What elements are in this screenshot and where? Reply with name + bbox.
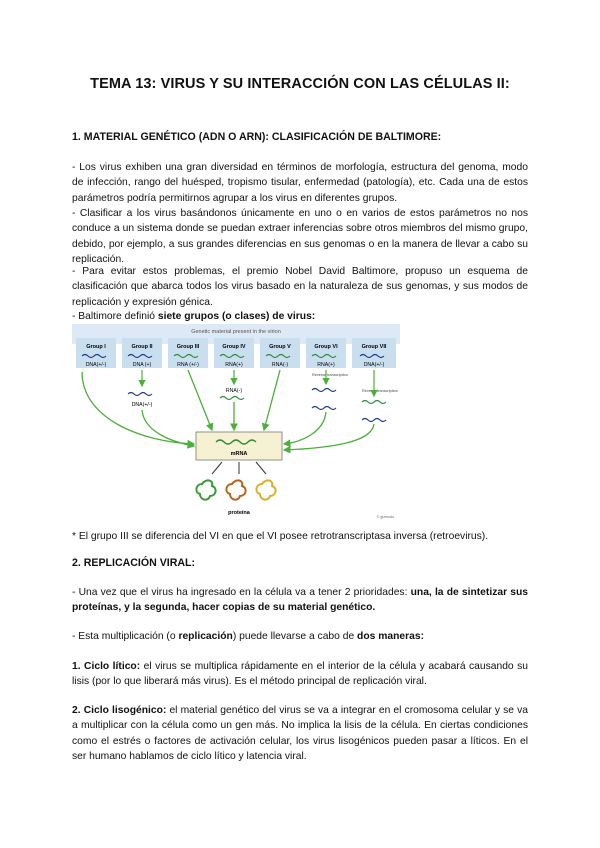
protein-yellow-icon [256,480,275,499]
group-3-genome: RNA (+/-) [177,362,199,368]
arrow-group6-to-mrna [284,412,326,444]
group-2-genome: DNA (+) [132,362,152,368]
page-title: TEMA 13: VIRUS Y SU INTERACCIÓN CON LAS CÉLULAS II: [90,76,510,92]
group-6-genome: RNA(+) [317,362,335,368]
group-5-name: Group V [269,344,291,350]
baltimore-diagram [72,324,400,524]
section-2-paragraph-2: - Esta multiplicación (o replicación) puede llevarse a cabo de dos maneras: [72,631,425,642]
mrna-label: mRNA [230,451,248,457]
priorities-emphasis: una, la de sintetizar sus proteínas, y la segunda, hacer copias de su material genético. [72,587,528,614]
arrow-group7-to-mrna [284,424,374,450]
intermediate-dna-label: DNA(+/-) [131,402,153,408]
section-1-paragraph-3: - Para evitar estos problemas, el premio Nobel David Baltimore, propuso un esquema de clasificación que abarca todos los virus basado en la naturaleza de sus genomas, y sus modos de replicación y expresión génica. [72,266,528,308]
group-6-ds-dna-icon [312,407,336,410]
intermediate-dna-icon [128,393,152,396]
intermediate-rna-label: RNA(-) [225,388,243,394]
section-2-heading: 2. REPLICACIÓN VIRAL: [72,557,196,569]
section-1-paragraph-1: - Los virus exhiben una gran diversidad en términos de morfología, estructura del genoma, modo de infección, rango del huésped, tropismo tisular, enfermedad (patología), etc. Cada una de estos parámetros podría permitirnos agrupar a los virus en diferentes grupos. [72,162,528,204]
protein-green-icon [196,480,215,499]
arrow-group3-to-mrna [188,370,212,430]
group-7-rt-label: Reverse transcription [362,389,398,393]
protein-brown-icon [226,480,245,499]
group-3-name: Group III [176,344,200,350]
baltimore-classification-figure [72,324,400,524]
group-6-name: Group VI [314,344,338,350]
group-7-dna-icon [362,419,386,422]
group-4-genome: RNA(+) [225,362,243,368]
figure-credit: © gizmodo [376,515,394,519]
seven-groups-emphasis: siete grupos (o clases) de virus: [157,311,316,322]
lysogenic-cycle-paragraph: 2. Ciclo lisogénico: el material genético del virus se va a integrar en el cromosoma celular y se va a multiplicar con la célula como un gen más. No implica la lisis de la célula. En ciertas condiciones como el estrés o factores de activación celular, los virus lisogénicos pueden pasar a líticos. En el ser humano hablamos de ciclo lítico y latencia viral. [72,705,528,763]
group-2-name: Group II [131,344,153,350]
group-7-name: Group VII [361,344,387,350]
arrow-to-protein-3 [256,462,266,474]
group-6-rt-label: Reverse transcription [312,373,348,377]
group-1-name: Group I [86,344,106,350]
section-1-paragraph-4: - Baltimore definió siete grupos (o clases) de virus: [72,311,316,322]
intermediate-rna-icon [220,397,244,400]
group-7-genome: DNA(+/-) [363,362,385,368]
group-4-name: Group IV [222,344,246,350]
group-5-genome: RNA(-) [271,362,289,368]
footnote: * El grupo III se diferencia del VI en que el VI posee retrotranscriptasa inversa (retroevirus). [72,531,489,542]
proteins-label: proteína [228,510,250,516]
arrow-group1-to-mrna [82,372,194,444]
banner-text: Genetic material present in the virion [191,329,281,335]
lytic-cycle-title: 1. Ciclo lítico: [72,661,141,672]
arrow-to-protein-1 [212,462,222,474]
section-2-paragraph-1: - Una vez que el virus ha ingresado en la célula va a tener 2 prioridades: una, la de sintetizar sus proteínas, y la segunda, hacer copias de su material genético. [72,587,528,614]
group-6-rt-dna-icon [312,389,336,392]
replication-emphasis: replicación [178,631,233,642]
section-1-heading: 1. MATERIAL GENÉTICO (ADN O ARN): CLASIFICACIÓN DE BALTIMORE: [72,131,442,143]
group-7-rna-icon [362,401,386,404]
section-1-paragraph-2: - Clasificar a los virus basándonos únicamente en uno o en varios de estos parámetros no nos conduce a un sistema donde se puedan extraer inferencias sobre otros miembros del mismo grupo, debido, por ejemplo, a sus grandes diferencias en sus genomas o en la manera de llevar a cabo su replicación. [72,208,528,266]
group-1-genome: DNA(+/-) [85,362,107,368]
two-ways-emphasis: dos maneras: [357,631,425,642]
arrow-group2-to-mrna [142,410,194,446]
lytic-cycle-paragraph: 1. Ciclo lítico: el virus se multiplica rápidamente en el interior de la célula y acabará causando su lisis (por lo que liberará más virus). Es el método principal de replicación viral. [72,661,528,688]
lysogenic-cycle-title: 2. Ciclo lisogénico: [72,705,167,716]
arrow-group5-to-mrna [264,370,280,430]
